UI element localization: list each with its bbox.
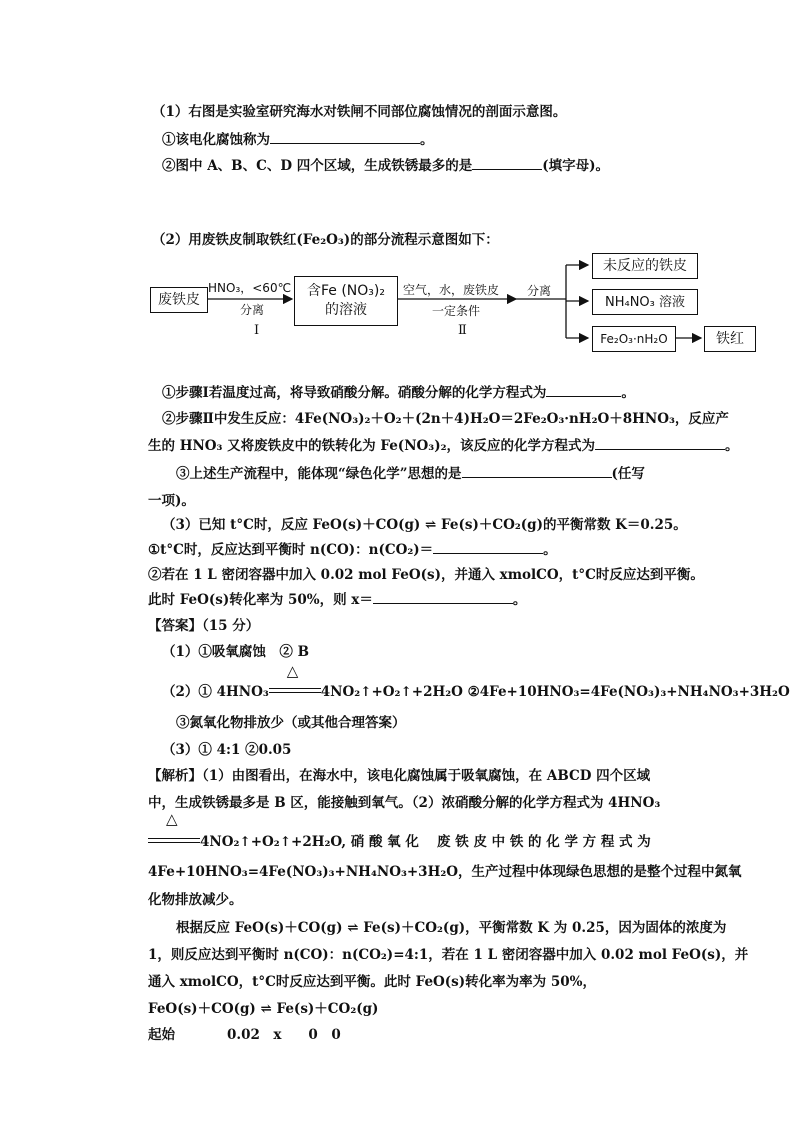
analysis-p2: 中，生成铁锈最多是 B 区，能接触到氧气。（2）浓硝酸分解的化学方程式为 4HNO₃ [148, 795, 661, 811]
answer-a2 [162, 662, 790, 700]
answer-title: 【答案】（15 分） [148, 618, 260, 634]
flow-out1-box: 未反应的铁皮 [592, 253, 698, 279]
q3-b2-end: 。 [512, 592, 527, 608]
analysis-p4: 4Fe+10HNO₃=4Fe(NO₃)₃+NH₄NO₃+3H₂O，生产过程中体现绿色思想的是整个过程中氮氧 [148, 864, 742, 880]
flow-middle-line1: 含Fe (NO₃)₂ [307, 283, 385, 299]
answer-a2-rest: 4NO₂↑+O₂↑+2H₂O ②4Fe+10HNO₃=4Fe(NO₃)₃+NH₄NO₃+3H₂O [320, 684, 790, 700]
q3-a-text: ①t°C时，反应达到平衡时 n(CO)：n(CO₂)＝ [148, 542, 434, 558]
analysis-p10 [148, 1023, 341, 1043]
q2-s1-end: 。 [621, 385, 635, 401]
flow-out2-box: NH₄NO₃ 溶液 [592, 289, 698, 315]
q2-s3a [176, 462, 645, 482]
answer-a2-prefix: （2）① 4HNO₃ [162, 684, 269, 700]
q2-s3b: 一项)。 [148, 493, 195, 509]
q2-s1-text: ①步骤Ⅰ若温度过高，将导致硝酸分解。硝酸分解的化学方程式为 [162, 385, 547, 401]
answer-a2-3: ③氮氧化物排放少（或其他合理答案） [176, 715, 406, 731]
flow-split-label: 分离 [527, 284, 552, 298]
q3-a [148, 538, 557, 558]
analysis-p8: 通入 xmolCO，t°C时反应达到平衡。此时 FeO(s)转化率为率为 50%， [148, 974, 596, 990]
answer-blank[interactable] [462, 465, 612, 478]
analysis-p1: 【解析】（1）由图看出，在海水中，该电化腐蚀属于吸氧腐蚀，在 ABCD 四个区域 [148, 768, 651, 784]
heat-triangle-icon: △ [166, 810, 178, 828]
flow-step2-top: 空气，水，废铁皮 [403, 283, 500, 297]
q2-s1 [162, 381, 635, 401]
flow-start-box: 废铁皮 [150, 287, 208, 313]
q3-intro: （3）已知 t°C时，反应 FeO(s)＋CO(g) ⇌ Fe(s)＋CO₂(g)的平衡常数 K＝0.25。 [162, 517, 687, 533]
q3-b2-text: 此时 FeO(s)转化率为 50%，则 x＝ [148, 592, 373, 608]
q1-line2-end: 。 [420, 132, 434, 148]
answer-blank[interactable] [595, 437, 725, 450]
flow-out3-box: Fe₂O₃·nH₂O [592, 326, 676, 352]
q2-s2b-end: 。 [725, 438, 739, 454]
flow-step2-num: Ⅱ [458, 323, 467, 338]
q3-a-end: 。 [543, 542, 557, 558]
flow-step1-num: Ⅰ [254, 323, 260, 338]
flow-final-box: 铁红 [704, 326, 756, 352]
flow-step1-top: HNO₃，<60℃ [208, 281, 292, 295]
heat-equals [269, 662, 321, 696]
analysis-p5: 化物排放减少。 [148, 892, 243, 908]
q3-b2 [148, 588, 526, 608]
answer-blank[interactable] [546, 384, 621, 397]
analysis-p7: 1，则反应达到平衡时 n(CO)：n(CO₂)=4:1，若在 1 L 密闭容器中加入 0.02 mol FeO(s)，并 [148, 947, 749, 963]
q2-s2b [148, 434, 739, 454]
analysis-p3 [148, 810, 651, 850]
heat-triangle-icon: △ [286, 662, 299, 680]
q1-line3-text: ②图中 A、B、C、D 四个区域，生成铁锈最多的是 [162, 158, 473, 174]
q2-s3a-end: (任写 [611, 466, 645, 482]
flow-step2-bottom: 一定条件 [432, 304, 481, 318]
analysis-p9: FeO(s)＋CO(g) ⇌ Fe(s)＋CO₂(g) [148, 1001, 379, 1017]
q2-intro: （2）用废铁皮制取铁红(Fe₂O₃)的部分流程示意图如下： [152, 232, 499, 248]
q1-line2-text: ①该电化腐蚀称为 [162, 132, 270, 148]
q3-b1: ②若在 1 L 密闭容器中加入 0.02 mol FeO(s)，并通入 xmolCO，t°C时反应达到平衡。 [148, 567, 704, 583]
flow-step1-bottom: 分离 [240, 303, 265, 317]
q2-s3a-text: ③上述生产流程中，能体现“绿色化学”思想的是 [176, 466, 462, 482]
heat-equals [148, 810, 200, 846]
answer-blank[interactable] [433, 541, 543, 554]
answer-a3: （3）① 4:1 ②0.05 [162, 742, 292, 758]
analysis-p6: 根据反应 FeO(s)＋CO(g) ⇌ Fe(s)＋CO₂(g)，平衡常数 K 为 0.25，因为固体的浓度为 [176, 920, 727, 936]
q2-s2b-text: 生的 HNO₃ 又将废铁皮中的铁转化为 Fe(NO₃)₂，该反应的化学方程式为 [148, 438, 596, 454]
q1-line3-end: (填字母)。 [542, 158, 610, 174]
flow-middle-line2: 的溶液 [325, 302, 367, 318]
q2-s2a: ②步骤Ⅱ中发生反应：4Fe(NO₃)₂＋O₂＋(2n＋4)H₂O＝2Fe₂O₃·nH₂O＋8HNO₃，反应产 [162, 411, 729, 427]
answer-a1: （1）①吸氧腐蚀 ② B [162, 644, 310, 660]
analysis-p3-text: 4NO₂↑+O₂↑+2H₂O, 硝 酸 氧 化 废 铁 皮 中 铁 的 化 学 方 程 式 为 [200, 834, 651, 850]
flow-middle-box [294, 276, 398, 326]
q1-line1: （1）右图是实验室研究海水对铁闸不同部位腐蚀情况的剖面示意图。 [152, 104, 567, 120]
analysis-p10-values: 0.02 x 0 0 [227, 1027, 341, 1043]
analysis-p10-label: 起始 [148, 1027, 175, 1043]
answer-blank[interactable] [373, 591, 513, 604]
